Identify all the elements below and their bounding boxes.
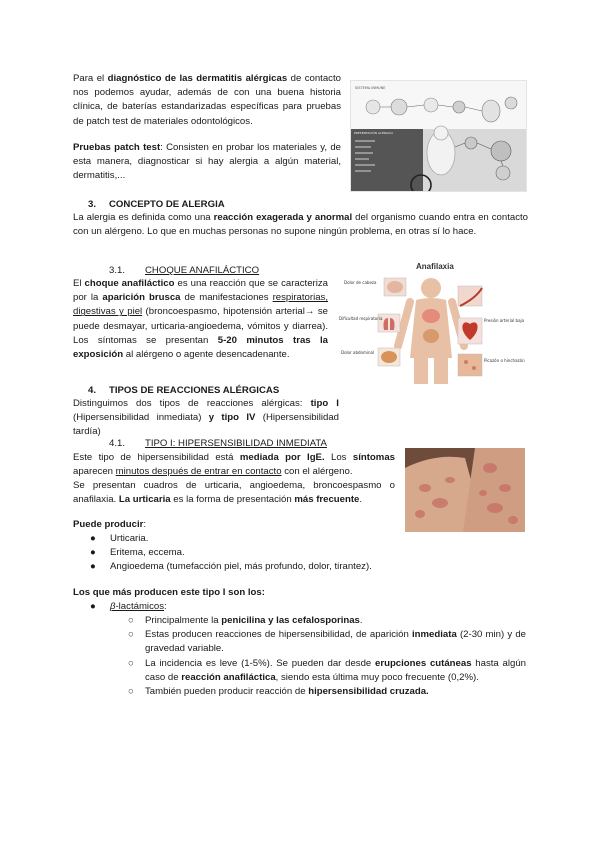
beta-lactam-item: ● β-lactámicos: (90, 601, 167, 612)
produce-title: Puede producir: (73, 519, 147, 530)
list-item: ● Eritema, eccema. (90, 547, 185, 559)
section-3-number: 3. (88, 199, 97, 210)
immune-diagram-illustration (351, 81, 526, 191)
produce-list (90, 532, 420, 575)
urticaria-skin-image (405, 448, 525, 532)
anaphylaxis-illustration (336, 258, 526, 386)
figure-label: SISTEMA INMUNE (355, 86, 386, 90)
list-item: ● Urticaria. (90, 533, 149, 544)
section-4-number: 4. (88, 385, 97, 396)
list-item: ○ Principalmente la penicilina y las cefalosporinas. (128, 615, 363, 626)
list-item: ○ Estas producen reacciones de hipersensibilidad, de aparición inmediata (2-30 min) y de gravedad variable. (128, 629, 526, 655)
mas-title: Los que más producen este tipo I son los: (73, 587, 265, 598)
section-3-paragraph: La alergia es definida como una reacción exagerada y anormal del organismo cuando entra en contacto con un alérgeno. Lo que en muchas personas no supone ningún problema, en otras sí lo hace. (73, 212, 528, 238)
list-item: ● Angioedema (tumefacción piel, más profundo, dolor, tirantez). (90, 561, 372, 573)
beta-lactam-sublist (128, 614, 526, 699)
list-item: ○ La incidencia es leve (1-5%). Se pueden dar desde erupciones cutáneas hasta algún caso de reacción anafiláctica, siendo esta última muy poco frecuente (0,2%). (128, 657, 526, 683)
section-4-1-number: 4.1. (109, 438, 126, 449)
section-4-title: TIPOS DE REACCIONES ALÉRGICAS (109, 385, 280, 396)
section-4-paragraph: Distinguimos dos tipos de reacciones alérgicas: tipo I (Hipersensibilidad inmediata) y tipo IV (Hipersensibilidad tardía) (73, 398, 340, 438)
label-low-pressure: Presión arterial baja (484, 318, 525, 323)
section-3-1-number: 3.1. (109, 265, 126, 276)
section-3-1-title: CHOQUE ANAFILÁCTICO (145, 265, 260, 276)
anaphylaxis-figure (336, 258, 526, 386)
intro-paragraph: Para el diagnóstico de las dermatitis alérgicas de contacto nos podemos ayudar, además de con una buena historia clínica, de baterías estandarizadas específicas para pruebas de patch test de materiales odontológicos. (73, 73, 341, 127)
list-item: ○ También pueden producir reacción de hipersensibilidad cruzada. (128, 686, 429, 698)
figure-sublabel: PRESENTACIÓN ALÉRGICA (354, 131, 394, 135)
label-abdominal: Dolor abdominal (341, 350, 375, 355)
label-itching: Picazón o hinchazón (484, 358, 525, 363)
anaphylaxis-title: Anafilaxia (416, 262, 454, 271)
label-headache: Dolor de cabeza (344, 280, 377, 285)
patch-test-paragraph: Pruebas patch test: Consisten en probar los materiales y, de esta manera, diagnosticar si hay alergia a algún material, dermatitis,... (73, 142, 342, 182)
immune-system-figure (350, 80, 527, 192)
section-3-title: CONCEPTO DE ALERGIA (109, 199, 225, 210)
section-3-1-paragraph: El choque anafiláctico es una reacción que se caracteriza por la aparición brusca de manifestaciones respiratorias, digestivas y piel (broncoespasmo, hipotensión arterial→ se puede desmayar, urticaria-angioedema, vómitos y diarrea). Los síntomas se presentan 5-20 minutos tras la exposición al alérgeno o agente desencadenante. (73, 278, 329, 361)
section-4-1-paragraph-1: Este tipo de hipersensibilidad está mediada por IgE. Los síntomas aparecen minutos después de entrar en contacto con el alérgeno. (73, 452, 395, 478)
urticaria-photo (405, 448, 525, 532)
section-4-1-paragraph-2: Se presentan cuadros de urticaria, angioedema, broncoespasmo o anafilaxia. La urticaria es la forma de presentación más frecuente. (73, 480, 395, 506)
label-breathing: Dificultad respiratoria (339, 316, 383, 321)
section-4-1-title: TIPO I: HIPERSENSIBILIDAD INMEDIATA (145, 438, 327, 449)
